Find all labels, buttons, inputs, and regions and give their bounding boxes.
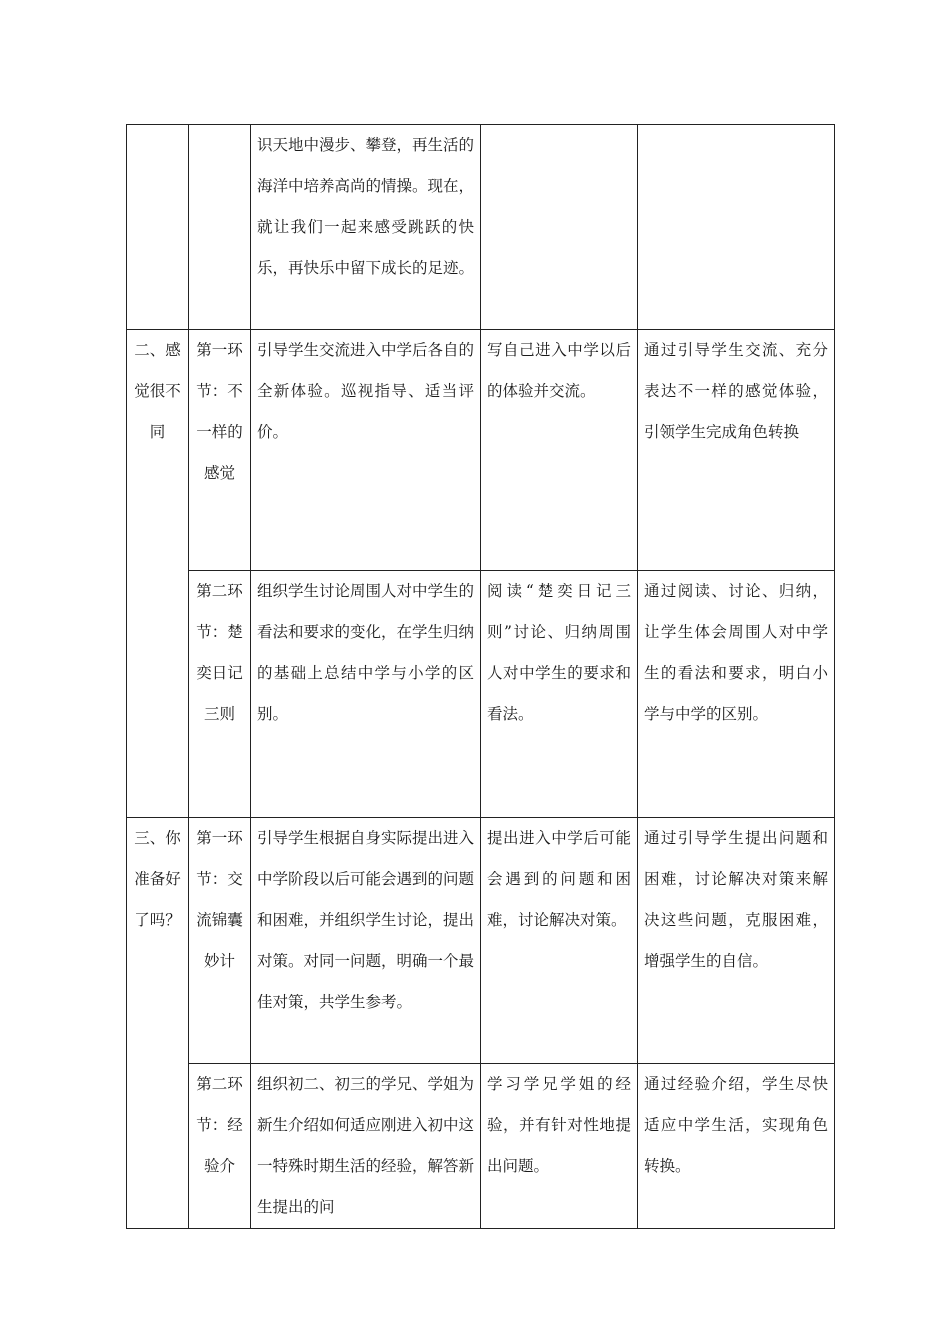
table-row xyxy=(127,1064,835,1229)
stage-cell: 三、你准备好了吗？ xyxy=(127,818,189,1229)
lesson-plan-table xyxy=(126,124,835,1229)
student-activity-cell: 阅读“楚奕日记三则”讨论、归纳周围人对中学生的要求和看法。 xyxy=(481,571,638,818)
step-cell: 第一环节：交流锦囊妙计 xyxy=(189,818,251,1064)
stage-cell: 二、感觉很不同 xyxy=(127,330,189,818)
stage-cell xyxy=(127,125,189,330)
teacher-activity-cell: 引导学生交流进入中学后各自的全新体验。巡视指导、适当评价。 xyxy=(251,330,481,571)
step-cell: 第一环节：不一样的感觉 xyxy=(189,330,251,571)
step-cell: 第二环节：经验介 xyxy=(189,1064,251,1229)
student-activity-cell: 提出进入中学后可能会遇到的问题和困难，讨论解决对策。 xyxy=(481,818,638,1064)
design-intent-cell: 通过引导学生提出问题和困难，讨论解决对策来解决这些问题，克服困难，增强学生的自信。 xyxy=(638,818,835,1064)
student-activity-cell: 学习学兄学姐的经验，并有针对性地提出问题。 xyxy=(481,1064,638,1229)
design-intent-cell: 通过阅读、讨论、归纳，让学生体会周围人对中学生的看法和要求，明白小学与中学的区别。 xyxy=(638,571,835,818)
teacher-activity-cell: 组织学生讨论周围人对中学生的看法和要求的变化，在学生归纳的基础上总结中学与小学的区别。 xyxy=(251,571,481,818)
table-row xyxy=(127,818,835,1064)
table-row xyxy=(127,571,835,818)
table-row xyxy=(127,330,835,571)
step-cell: 第二环节：楚奕日记三则 xyxy=(189,571,251,818)
teacher-activity-cell: 识天地中漫步、攀登，再生活的海洋中培养高尚的情操。现在，就让我们一起来感受跳跃的快乐，再快乐中留下成长的足迹。 xyxy=(251,125,481,330)
table-row xyxy=(127,125,835,330)
student-activity-cell: 写自己进入中学以后的体验并交流。 xyxy=(481,330,638,571)
step-cell xyxy=(189,125,251,330)
teacher-activity-cell: 组织初二、初三的学兄、学姐为新生介绍如何适应刚进入初中这一特殊时期生活的经验，解答新生提出的问 xyxy=(251,1064,481,1229)
design-intent-cell xyxy=(638,125,835,330)
student-activity-cell xyxy=(481,125,638,330)
design-intent-cell: 通过经验介绍，学生尽快适应中学生活，实现角色转换。 xyxy=(638,1064,835,1229)
design-intent-cell: 通过引导学生交流、充分表达不一样的感觉体验，引领学生完成角色转换 xyxy=(638,330,835,571)
teacher-activity-cell: 引导学生根据自身实际提出进入中学阶段以后可能会遇到的问题和困难，并组织学生讨论，提出对策。对同一问题，明确一个最佳对策，共学生参考。 xyxy=(251,818,481,1064)
